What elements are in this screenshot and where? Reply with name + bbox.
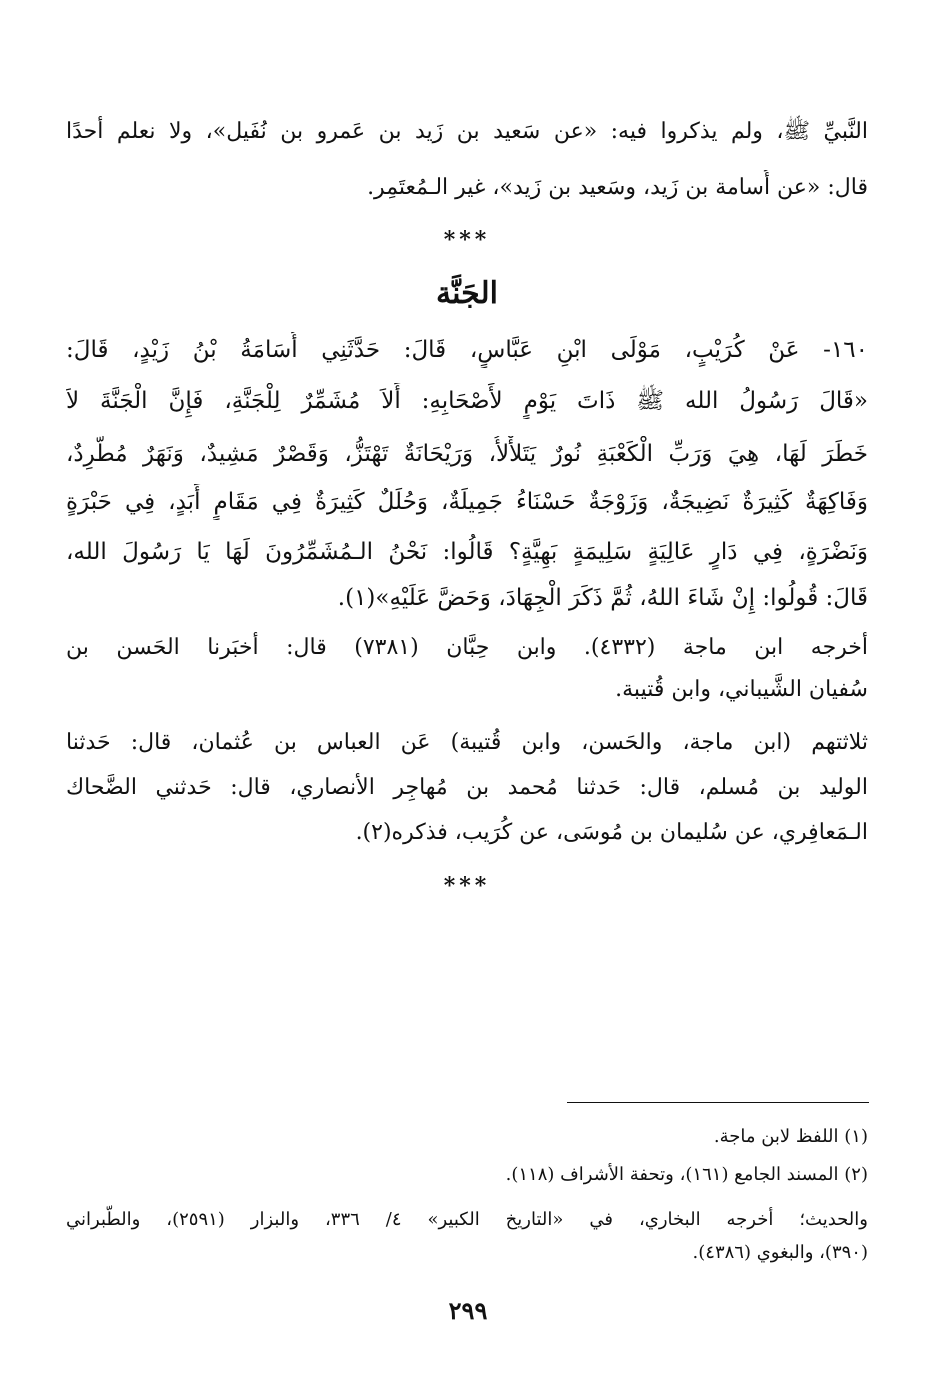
page-number: ٢٩٩ bbox=[448, 1296, 488, 1325]
section-title: الجَنَّة bbox=[436, 276, 498, 311]
separator-stars-top: *** bbox=[443, 227, 491, 253]
takhrij-1-line-1: أخرجه ابن ماجة (٤٣٣٢). وابن حِبَّان (٧٣٨١) قال: أخبَرنا الحَسن بن bbox=[66, 635, 868, 660]
footnote-1: (١) اللفظ لابن ماجة. bbox=[713, 1126, 868, 1147]
hadith-line-4: وَفَاكِهَةٌ كَثِيرَةٌ نَضِيجَةٌ، وَزَوْجَةٌ حَسْنَاءُ جَمِيلَةٌ، وَحُلَلٌ كَثِيرَةٌ فِي مَقَامٍ أَبَدٍ، فِي حَبْرَةٍ bbox=[66, 489, 868, 515]
intro-line-2: قال: «عن أُسامة بن زَيد، وسَعيد بن زَيد»، غير الـمُعتَمِر. bbox=[367, 175, 868, 200]
hadith-line-1: ١٦٠- عَنْ كُرَيْبٍ، مَوْلَى ابْنِ عَبَّاسٍ، قَالَ: حَدَّثَنِي أُسَامَةُ بْنُ زَيْدٍ، قَالَ: bbox=[66, 337, 868, 363]
hadith-line-5: وَنَضْرَةٍ، فِي دَارٍ عَالِيَةٍ سَلِيمَةٍ بَهِيَّةٍ؟ قَالُوا: نَحْنُ الـمُشَمِّرُونَ لَهَا يَا رَسُولَ الله، bbox=[66, 539, 868, 565]
takhrij-2-line-1: ثلاثتهم (ابن ماجة، والحَسن، وابن قُتيبة) عَن العباس بن عُثمان، قال: حَدثنا bbox=[66, 730, 868, 755]
intro-line-1: النَّبيِّ ﷺ، ولم يذكروا فيه: «عن سَعيد بن زَيد بن عَمرو بن نُفَيل»، ولا نعلم أحدًا bbox=[66, 119, 868, 144]
takhrij-1-line-2: سُفيان الشَّيباني، وابن قُتيبة. bbox=[615, 677, 868, 702]
takhrij-2-line-2: الوليد بن مُسلم، قال: حَدثنا مُحمد بن مُهاجِر الأنصاري، قال: حَدثني الضَّحاك bbox=[66, 775, 868, 800]
hadith-line-6: قَالَ: قُولُوا: إِنْ شَاءَ اللهُ، ثُمَّ ذَكَرَ الْجِهَادَ، وَحَضَّ عَلَيْهِ»(١). bbox=[337, 585, 868, 611]
takhrij-2-line-3: الـمَعافِري، عن سُليمان بن مُوسَى، عن كُرَيب، فذكره(٢). bbox=[355, 820, 868, 845]
separator-stars-bottom: *** bbox=[443, 873, 491, 899]
footnote-2: (٢) المسند الجامع (١٦١)، وتحفة الأشراف (١١٨). bbox=[505, 1164, 868, 1185]
hadith-line-3: خَطَرَ لَهَا، هِيَ وَرَبِّ الْكَعْبَةِ نُورٌ يَتَلأْلأُ، وَرَيْحَانَةٌ تَهْتَزُّ، وَقَصْرٌ مَشِيدٌ، وَنَهَرٌ مُطَّرِدٌ، bbox=[66, 441, 868, 467]
footnote-2-continuation: والحديث؛ أخرجه البخاري، في «التاريخ الكبير» ٤/ ٣٣٦، والبزار (٢٥٩١)، والطَّبراني bbox=[66, 1209, 868, 1230]
footnote-2-continuation-end: (٣٩٠)، والبغوي (٤٣٨٦). bbox=[692, 1242, 868, 1263]
footnote-divider bbox=[567, 1102, 869, 1103]
hadith-line-2: «قَالَ رَسُولُ الله ﷺ ذَاتَ يَوْمٍ لأَصْحَابِهِ: أَلاَ مُشَمِّرٌ لِلْجَنَّةِ، فَإِنَّ الْجَنَّةَ لاَ bbox=[66, 388, 868, 414]
